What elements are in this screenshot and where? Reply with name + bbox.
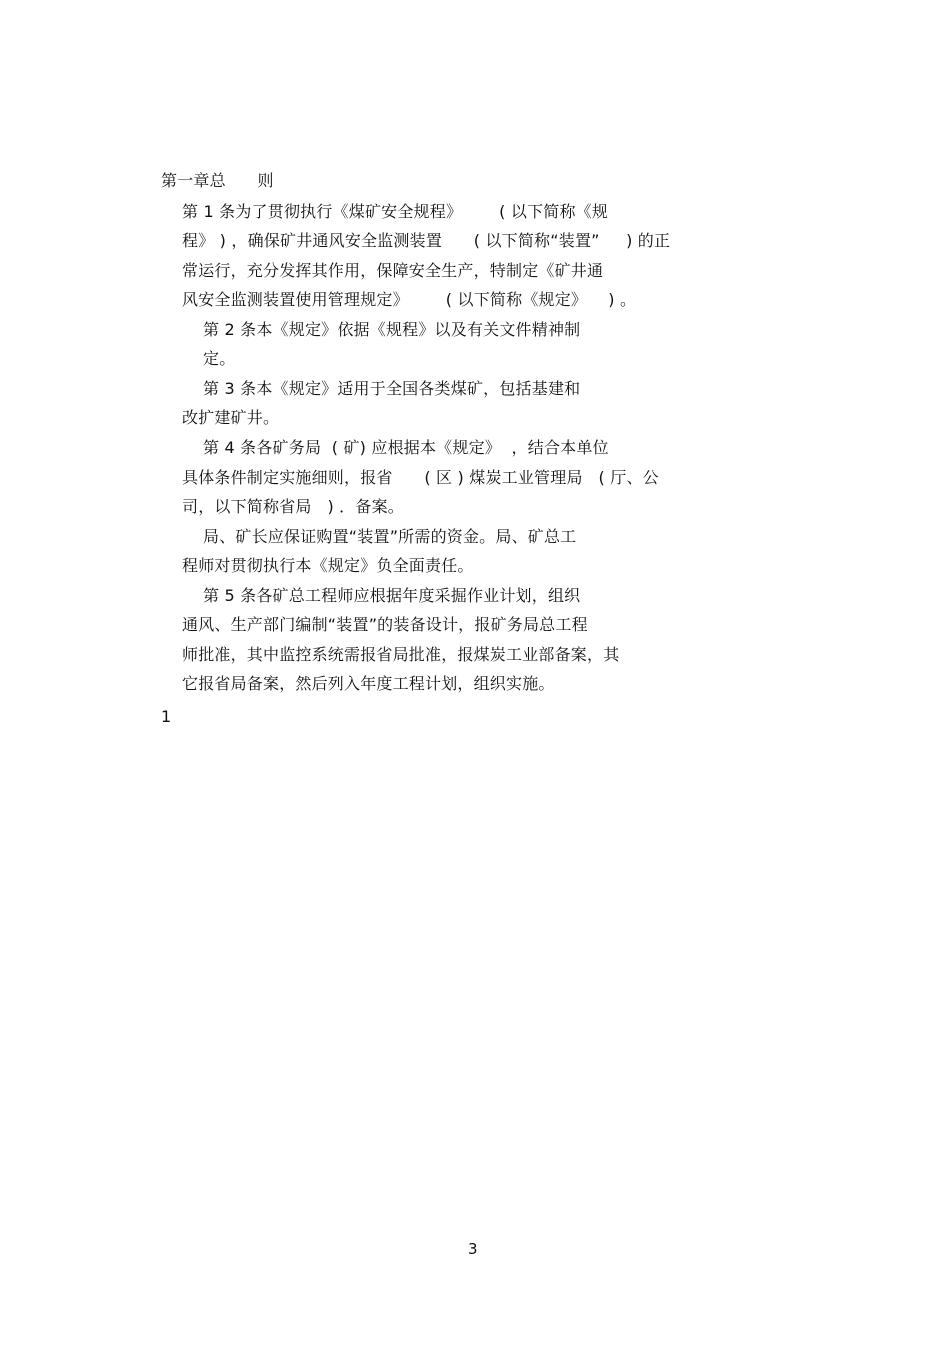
article-5-line-4: 它报省局备案，然后列入年度工程计划，组织实施。: [182, 674, 555, 693]
article-1-line-3: 常运行，充分发挥其作用，保障安全生产，特制定《矿井通: [182, 261, 604, 280]
article-4-line-3: 司，以下简称省局 ) ．备案。: [182, 497, 404, 516]
article-1-line-2: 程》 ) ，确保矿井通风安全监测装置 ( 以下简称“装置” ) 的正: [182, 231, 671, 250]
article-5-line-3: 师批准，其中监控系统需报省局批准，报煤炭工业部备案，其: [182, 645, 620, 664]
article-5-line-2: 通风、生产部门编制“装置”的装备设计，报矿务局总工程: [182, 615, 588, 634]
footnote-marker: 1: [161, 707, 172, 726]
article-3-line-2: 改扩建矿井。: [182, 408, 280, 427]
article-2-line-1: 第 2 条本《规定》依据《规程》以及有关文件精神制: [203, 320, 581, 339]
article-4-line-1: 第 4 条各矿务局 ( 矿) 应根据本《规定》 ，结合本单位: [203, 438, 609, 457]
article-4-paragraph-2-line-2: 程师对贯彻执行本《规定》负全面责任。: [182, 556, 474, 575]
article-3-line-1: 第 3 条本《规定》适用于全国各类煤矿，包括基建和: [203, 379, 581, 398]
chapter-heading: 第一章总 则: [161, 171, 274, 190]
page-number: 3: [468, 1240, 478, 1258]
article-5-line-1: 第 5 条各矿总工程师应根据年度采掘作业计划，组织: [203, 586, 581, 605]
article-1-line-4: 风安全监测装置使用管理规定》 ( 以下简称《规定》 ) 。: [182, 290, 637, 309]
article-4-paragraph-2-line-1: 局、矿长应保证购置“装置”所需的资金。局、矿总工: [203, 527, 577, 546]
article-1-line-1: 第 1 条为了贯彻执行《煤矿安全规程》 ( 以下简称《规: [182, 202, 609, 221]
article-4-line-2: 具体条件制定实施细则，报省 ( 区 ) 煤炭工业管理局 ( 厅、公: [182, 468, 659, 487]
article-2-line-2: 定。: [203, 349, 236, 368]
